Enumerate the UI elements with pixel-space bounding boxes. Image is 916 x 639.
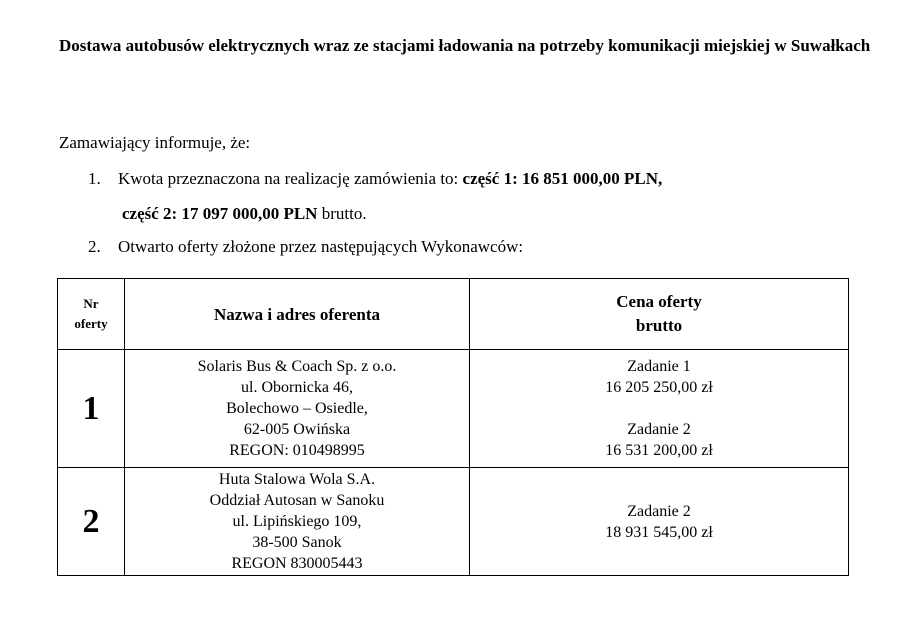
header-gross-price: Cena oferty brutto <box>470 279 849 350</box>
header-offeror-name: Nazwa i adres oferenta <box>125 279 470 350</box>
budget-text: Kwota przeznaczona na realizację zamówienia to: <box>118 169 459 188</box>
list-item-number: 1. <box>88 169 101 188</box>
table-header-row <box>58 279 849 350</box>
list-item-offers-opened <box>88 236 523 258</box>
offer-number: 2 <box>58 468 125 576</box>
offers-opened-text: Otwarto oferty złożone przez następujących Wykonawców: <box>118 237 524 256</box>
offer-number: 1 <box>58 350 125 468</box>
list-item-budget <box>88 168 662 190</box>
offeror-address: Solaris Bus & Coach Sp. z o.o. ul. Obornicka 46, Bolechowo – Osiedle, 62-005 Owińska REGON: 010498995 <box>125 350 470 468</box>
list-item-budget-continued <box>122 203 367 225</box>
budget-part-1: część 1: 16 851 000,00 PLN, <box>462 169 663 188</box>
document-title: Dostawa autobusów elektrycznych wraz ze stacjami ładowania na potrzeby komunikacji miejskiej w Suwałkach <box>59 36 871 55</box>
header-offer-number: Nr oferty <box>58 279 125 350</box>
offer-price: Zadanie 2 18 931 545,00 zł <box>470 468 849 576</box>
budget-suffix: brutto. <box>321 204 367 223</box>
offers-table <box>57 278 849 576</box>
list-item-number: 2. <box>88 237 101 256</box>
offeror-address: Huta Stalowa Wola S.A. Oddział Autosan w Sanoku ul. Lipińskiego 109, 38-500 Sanok REGON 830005443 <box>125 468 470 576</box>
table-row <box>58 468 849 576</box>
intro-text: Zamawiający informuje, że: <box>59 133 251 152</box>
offer-price: Zadanie 1 16 205 250,00 zł Zadanie 2 16 531 200,00 zł <box>470 350 849 468</box>
table-row <box>58 350 849 468</box>
budget-part-2: część 2: 17 097 000,00 PLN <box>122 204 318 223</box>
